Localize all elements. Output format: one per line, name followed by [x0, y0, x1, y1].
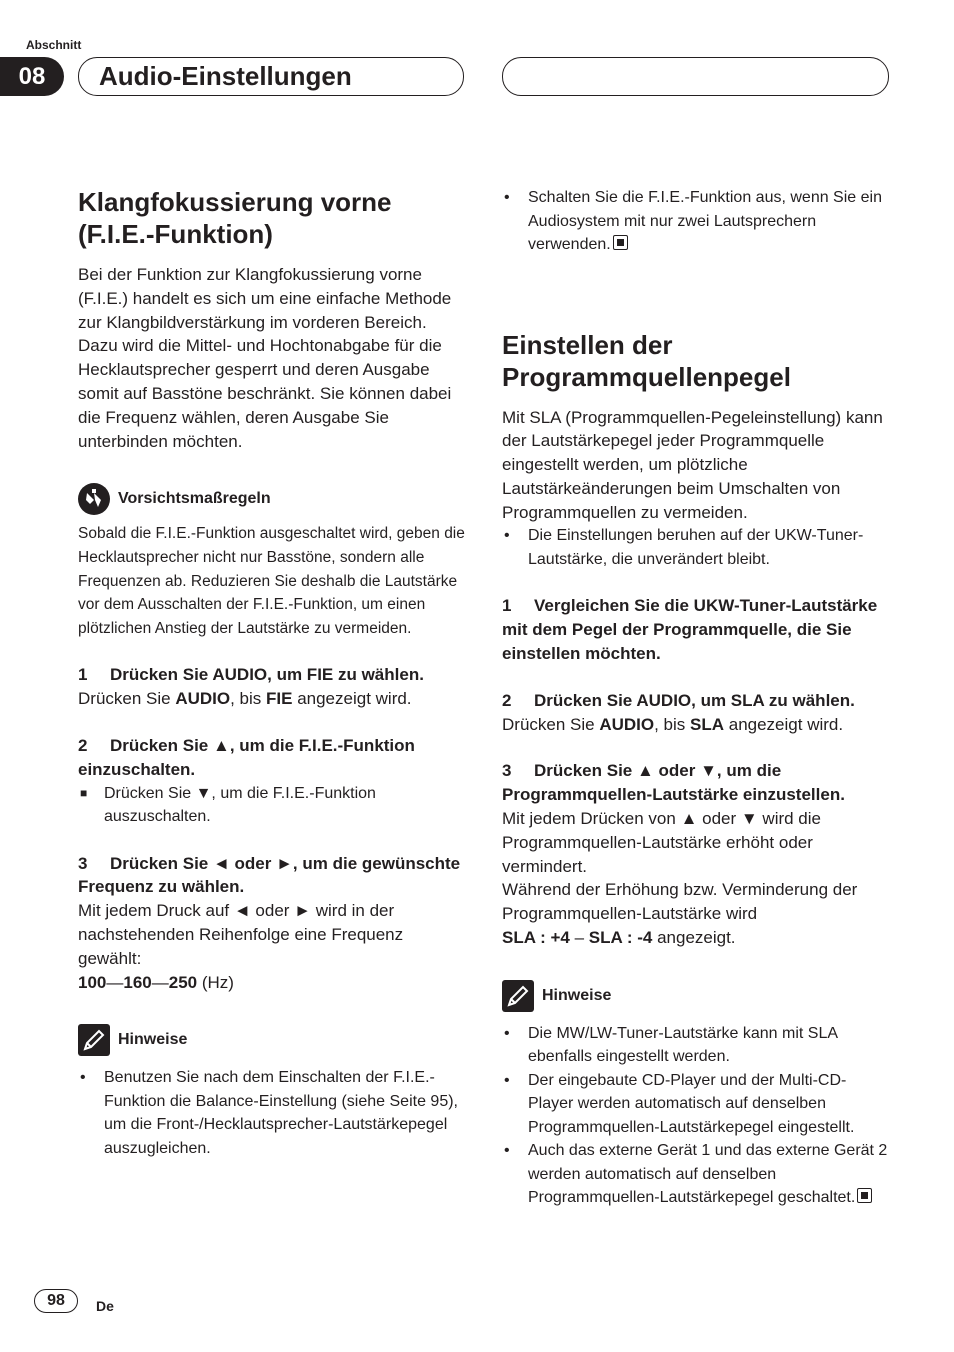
end-mark-icon [857, 1188, 872, 1203]
section-title-pill [78, 57, 464, 96]
fie-step-2 [78, 734, 466, 782]
step-number: 3 [502, 761, 512, 781]
step-number: 2 [78, 735, 88, 755]
notes-title: Hinweise [542, 986, 612, 1004]
section-label: Abschnitt [26, 38, 82, 52]
step-title: Vergleichen Sie die UKW-Tuner-Lautstärke mit dem Pegel der Programmquelle, die Sie einstellen möchten. [502, 596, 878, 664]
list-item: • Schalten Sie die F.I.E.-Funktion aus, wenn Sie ein Audiosystem mit nur zwei Lautsprechern verwenden. [504, 189, 882, 253]
step-number: 1 [78, 665, 88, 685]
sla-heading: Einstellen der Programmquellenpegel [502, 329, 791, 392]
notes-header-right [502, 980, 890, 1012]
notes-list-right [502, 1022, 890, 1210]
sla-step-3 [502, 759, 890, 807]
fie-step-1 [78, 663, 466, 687]
list-item: • Die Einstellungen beruhen auf der UKW-Tuner-Lautstärke, die unverändert bleibt. [504, 527, 864, 568]
caution-title: Vorsichtsmaßregeln [118, 490, 271, 508]
language-code: De [96, 1298, 114, 1314]
caution-header [78, 483, 466, 515]
section-number-badge: 08 [0, 57, 64, 96]
list-item: • Die MW/LW-Tuner-Lautstärke kann mit SLA ebenfalls eingestellt werden. [504, 1024, 838, 1066]
notes-title: Hinweise [118, 1031, 188, 1049]
sla-step-3-text-2: Während der Erhöhung bzw. Verminderung der Programmquellen-Lautstärke wird [502, 880, 858, 924]
step-title: Drücken Sie AUDIO, um FIE zu wählen. [110, 665, 424, 685]
fie-heading: Klangfokussierung vorne (F.I.E.-Funktion) [78, 187, 392, 249]
sla-intro: Mit SLA (Programmquellen-Pegeleinstellung) kann der Lautstärkepegel jeder Programmquelle eingestellt werden, um plötzliche Lautstärkeänderungen beim Umschalten von Programmquellen zu vermeiden. [502, 407, 883, 522]
step-number: 2 [502, 690, 512, 710]
frequency-sequence: 100—160—250 (Hz) [78, 972, 234, 992]
empty-header-pill [502, 57, 889, 96]
fie-step-1-text: Drücken Sie AUDIO, bis FIE angezeigt wird. [78, 689, 412, 709]
fie-top-bullet [502, 186, 890, 257]
sla-step-1 [502, 594, 890, 665]
list-item: • Auch das externe Gerät 1 und das externe Gerät 2 werden automatisch auf denselben Programmquellen-Lautstärkepegel geschaltet. [504, 1142, 888, 1207]
right-column [502, 186, 890, 1210]
caution-text: Sobald die F.I.E.-Funktion ausgeschaltet wird, geben die Hecklautsprecher nicht nur Basstöne, sondern alle Frequenzen ab. Reduzieren Sie deshalb die Lautstärke vor dem Ausschalten der F.I.E.-Funktion, um einen plötzlichen Anstieg der Lautstärke zu vermeiden. [78, 525, 465, 637]
fie-step-3-text: Mit jedem Druck auf ◄ oder ► wird in der nachstehenden Reihenfolge eine Frequenz gewählt: [78, 901, 404, 968]
list-item: • Benutzen Sie nach dem Einschalten der F.I.E.-Funktion die Balance-Einstellung (siehe Seite 95), um die Front-/Hecklautsprecher-Lautstärkepegel auszugleichen. [80, 1069, 458, 1157]
list-item: ■ Drücken Sie ▼, um die F.I.E.-Funktion auszuschalten. [80, 784, 376, 826]
notes-header-left [78, 1024, 466, 1056]
step-title: Drücken Sie ▲ oder ▼, um die Programmquellen-Lautstärke einzustellen. [502, 761, 845, 805]
pencil-icon [78, 1024, 110, 1056]
fie-intro: Bei der Funktion zur Klangfokussierung vorne (F.I.E.) handelt es sich um eine einfache Methode zur Klangbildverstärkung im vorderen Bereich. Dazu wird die Mittel- und Hochtonabgabe für die Hecklautsprecher gesperrt und deren Ausgabe somit auf Basstöne beschränkt. Sie können dabei die Frequenz wählen, deren Ausgabe Sie unterbinden möchten. [78, 265, 452, 451]
caution-icon [78, 483, 110, 515]
pencil-icon [502, 980, 534, 1012]
end-mark-icon [613, 235, 628, 250]
step-number: 3 [78, 853, 88, 873]
sla-step-2-text: Drücken Sie AUDIO, bis SLA angezeigt wird. [502, 714, 844, 734]
step-title: Drücken Sie ▲, um die F.I.E.-Funktion einzuschalten. [78, 735, 415, 779]
page-number: 98 [34, 1289, 78, 1313]
step-title: Drücken Sie ◄ oder ►, um die gewünschte Frequenz zu wählen. [78, 853, 461, 897]
left-column [78, 186, 466, 1160]
sla-step-2 [502, 689, 890, 713]
sla-intro-bullets [502, 524, 890, 571]
sla-step-3-text: Mit jedem Drücken von ▲ oder ▼ wird die Programmquellen-Lautstärke erhöht oder vermindert. [502, 809, 821, 876]
fie-step-3 [78, 852, 466, 900]
step-title: Drücken Sie AUDIO, um SLA zu wählen. [534, 690, 855, 710]
fie-step-2-bullets [78, 782, 466, 829]
list-item: • Der eingebaute CD-Player und der Multi-CD-Player werden automatisch auf denselben Programmquellen-Lautstärkepegel eingestellt. [504, 1071, 855, 1136]
notes-list-left [78, 1066, 466, 1160]
section-title: Audio-Einstellungen [99, 61, 352, 91]
sla-range: SLA : +4 – SLA : -4 angezeigt. [502, 928, 736, 948]
step-number: 1 [502, 596, 512, 616]
